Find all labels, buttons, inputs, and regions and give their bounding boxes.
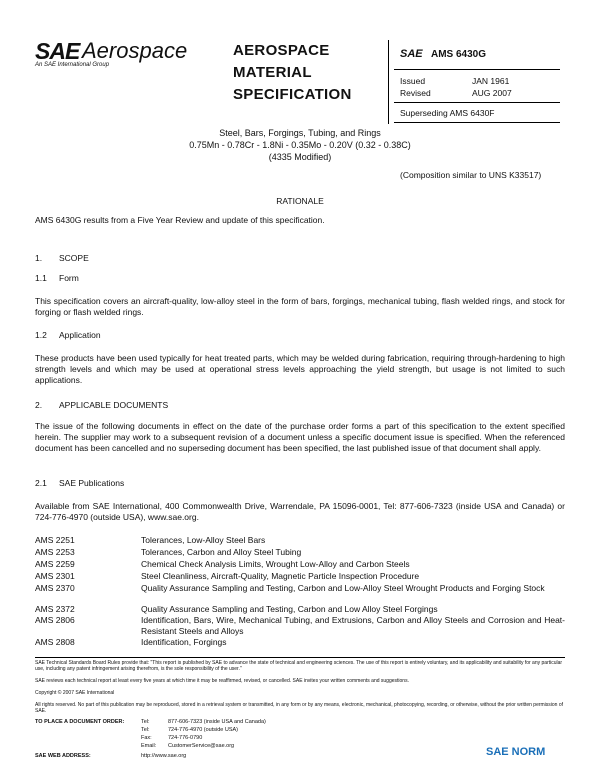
fax-value: 724-776-0790 [168,735,203,741]
section-2-title: APPLICABLE DOCUMENTS [59,400,169,410]
title-line-3: SPECIFICATION [233,86,352,103]
logo-aerospace: Aerospace [82,38,188,63]
section-1-2-text: These products have been used typically for heat treated parts, which may be welded during fabrication, requiring through-hardening to high strength levels and which may be used at operational stress levels approaching the yield strength, but usage is not limited to such applications. [35,353,565,385]
box-sae-logo: SAE [400,48,423,60]
title-line-2: MATERIAL [233,64,312,81]
document-type-title [233,40,352,106]
ref-desc: Identification, Bars, Wire, Mechanical Tubing, and Extrusions, Carbon and Alloy Steels and Corrosion and Heat-Resistant Steels and Alloys [141,615,565,636]
composition-note: (Composition similar to UNS K33517) [400,170,542,180]
superseding: Superseding AMS 6430F [400,108,495,118]
doc-number: AMS 6430G [431,49,487,60]
section-1-1-heading [35,273,79,283]
section-2-text: The issue of the following documents in effect on the date of the purchase order forms a part of this specification to the extent specified herein. The supplier may work to a subsequent revision of a document unless a specific document issue is specified. When the referenced document has been cancelled and no superseding document has been specified, the last published issue of that document shall apply. [35,421,565,453]
ref-desc: Quality Assurance Sampling and Testing, Carbon and Low-Alloy Steel Wrought Products and Forging Stock [141,583,545,593]
ref-code: AMS 2253 [35,547,75,557]
order-label: TO PLACE A DOCUMENT ORDER: [35,719,125,725]
ref-code: AMS 2808 [35,637,75,647]
email-value: CustomerService@sae.org [168,743,235,749]
section-1-2-heading [35,330,101,340]
section-1-1-text: This specification covers an aircraft-quality, low-alloy steel in the form of bars, forgings, mechanical tubing, flash welded rings, and stock for forging or flash welded rings. [35,296,565,317]
sae-norm-text: SAE NORM [486,746,546,758]
tel1-label: Tel: [141,719,150,725]
section-2-number: 2. [35,400,43,410]
issued-label: Issued [400,76,426,86]
section-1-1-number: 1.1 [35,273,47,283]
header-rule-3 [394,122,560,123]
section-2-heading [35,400,168,410]
email-label: Email: [141,743,157,749]
ref-code: AMS 2806 [35,615,75,625]
logo-tagline: An SAE International Group [35,62,110,68]
ref-desc: Steel Cleanliness, Aircraft-Quality, Magnetic Particle Inspection Procedure [141,571,420,581]
revised-value: AUG 2007 [472,88,512,98]
ref-code: AMS 2251 [35,535,75,545]
logo-sae: SAE [35,38,80,64]
section-1-heading [35,253,89,263]
tel2-value: 724-776-4970 (outside USA) [168,727,239,733]
header-divider [388,40,389,124]
subject-line-2: 0.75Mn - 0.78Cr - 1.8Ni - 0.35Mo - 0.20V (0.32 - 0.38C) [189,140,411,150]
header-rule-1 [394,69,560,70]
footer-rules-text: SAE Technical Standards Board Rules provide that: "This report is published by SAE to advance the state of technical and engineering sciences. The use of this report is entirely voluntary, and its applicability and suitability for any particular use, including any patent infringement arising therefrom, is the sole responsibility of the user." [35,660,563,672]
issued-value: JAN 1961 [472,76,510,86]
subject-line-3: (4335 Modified) [268,152,332,162]
web-label: SAE WEB ADDRESS: [35,753,91,759]
ref-desc: Chemical Check Analysis Limits, Wrought Low-Alloy and Carbon Steels [141,559,410,569]
tel2-label: Tel: [141,727,150,733]
web-value: http://www.sae.org [141,753,187,759]
fax-label: Fax: [141,735,152,741]
revised-label: Revised [400,88,431,98]
ref-desc: Quality Assurance Sampling and Testing, Carbon and Low Alloy Steel Forgings [141,604,438,614]
rationale-heading: RATIONALE [276,196,324,206]
footer-rule [35,657,565,658]
footer-rights: All rights reserved. No part of this publication may be reproduced, stored in a retrieval system or transmitted, in any form or by any means, electronic, mechanical, photocopying, recording, or otherwise, without the prior written permission of SAE. [35,702,564,714]
rationale-text: AMS 6430G results from a Five Year Review and update of this specification. [35,215,325,225]
footer-copyright: Copyright © 2007 SAE International [35,690,115,696]
subject-line-1: Steel, Bars, Forgings, Tubing, and Rings [219,128,381,138]
footer-review-text: SAE reviews each technical report at least every five years at which time it may be reaffirmed, revised, or cancelled. SAE invites your written comments and suggestions. [35,678,409,684]
ref-code: AMS 2301 [35,571,75,581]
section-1-2-title: Application [59,330,101,340]
sae-norm-logo [486,742,545,760]
title-line-1: AEROSPACE [233,42,330,59]
section-1-number: 1. [35,253,43,263]
section-1-1-title: Form [59,273,79,283]
ref-desc: Tolerances, Carbon and Alloy Steel Tubing [141,547,302,557]
section-1-title: SCOPE [59,253,89,263]
ref-code: AMS 2370 [35,583,75,593]
header-rule-2 [394,102,560,103]
section-2-1-heading [35,478,124,488]
section-1-2-number: 1.2 [35,330,47,340]
ref-desc: Identification, Forgings [141,637,227,647]
tel1-value: 877-606-7323 (inside USA and Canada) [168,719,266,725]
section-2-1-number: 2.1 [35,478,47,488]
ref-desc: Tolerances, Low-Alloy Steel Bars [141,535,266,545]
ref-code: AMS 2259 [35,559,75,569]
section-2-1-text: Available from SAE International, 400 Commonwealth Drive, Warrendale, PA 15096-0001, Tel: 877-606-7323 (inside USA and Canada) or 724-776-4970 (outside USA), www.sae.org. [35,501,565,522]
section-2-1-title: SAE Publications [59,478,125,488]
ref-code: AMS 2372 [35,604,75,614]
